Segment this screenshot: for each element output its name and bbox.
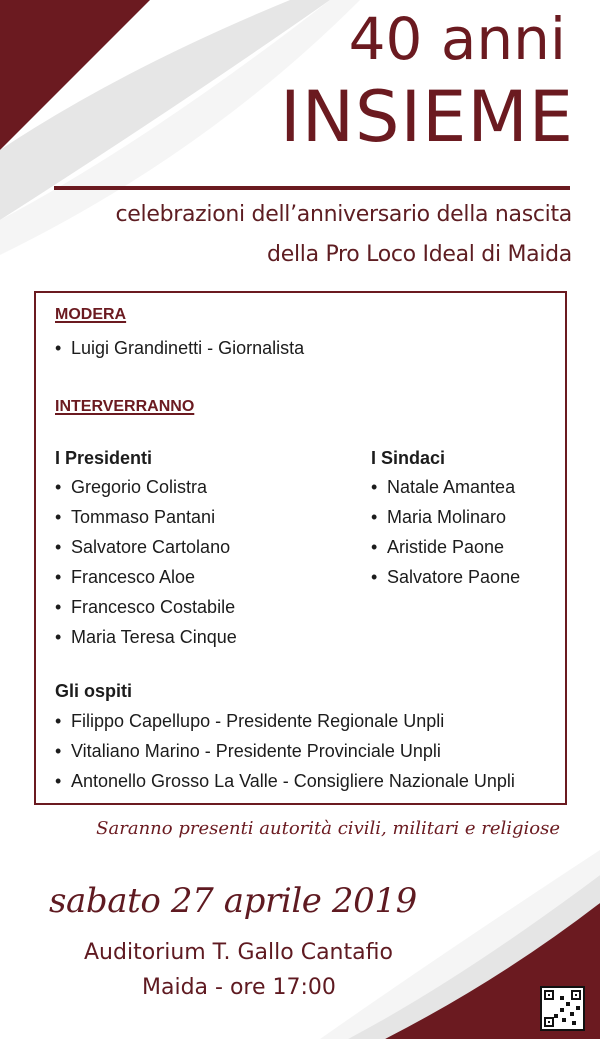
mayor-item [371, 562, 520, 592]
qr-code[interactable] [540, 986, 585, 1031]
event-date: sabato 27 aprile 2019 [49, 881, 417, 921]
bullet-icon: • [55, 627, 62, 647]
qr-finder-icon [544, 1017, 554, 1027]
subtitle-line-1: celebrazioni dell’anniversario della nascita [115, 202, 572, 227]
president-name: Gregorio Colistra [71, 477, 208, 497]
qr-dot-icon [562, 1018, 566, 1022]
qr-dot-icon [560, 996, 564, 1000]
president-name: Salvatore Cartolano [71, 537, 231, 557]
bullet-icon: • [55, 338, 62, 358]
speakers-label: INTERVERRANNO [55, 398, 195, 415]
qr-dot-icon [566, 1002, 570, 1006]
bullet-icon: • [371, 537, 378, 557]
mayors-heading: I Sindaci [371, 448, 446, 468]
qr-finder-icon [544, 990, 554, 1000]
bullet-icon: • [55, 597, 62, 617]
president-name: Francesco Aloe [71, 567, 196, 587]
president-name: Maria Teresa Cinque [71, 627, 237, 647]
guest-item [55, 736, 441, 766]
bullet-icon: • [55, 711, 62, 731]
qr-dot-icon [570, 1012, 574, 1016]
guest-name: Filippo Capellupo - Presidente Regionale Unpli [71, 711, 445, 731]
president-name: Tommaso Pantani [71, 507, 216, 527]
title-line-2: INSIEME [280, 76, 574, 158]
mayor-name: Natale Amantea [387, 477, 516, 497]
qr-dot-icon [576, 1006, 580, 1010]
title-divider [54, 186, 570, 190]
president-item [55, 532, 230, 562]
mayor-name: Aristide Paone [387, 537, 505, 557]
guest-name: Vitaliano Marino - Presidente Provinciale Unpli [71, 741, 441, 761]
guest-name: Antonello Grosso La Valle - Consigliere Nazionale Unpli [71, 771, 515, 791]
bullet-icon: • [55, 771, 62, 791]
bullet-icon: • [55, 507, 62, 527]
presidents-heading: I Presidenti [55, 448, 153, 468]
president-item [55, 592, 235, 622]
moderator-label: MODERA [55, 306, 127, 323]
bullet-icon: • [371, 567, 378, 587]
president-item [55, 472, 207, 502]
bullet-icon: • [55, 537, 62, 557]
bullet-icon: • [55, 477, 62, 497]
qr-dot-icon [560, 1008, 564, 1012]
guest-item [55, 766, 515, 796]
subtitle-line-2: della Pro Loco Ideal di Maida [267, 242, 572, 267]
moderator-name: Luigi Grandinetti - Giornalista [71, 338, 305, 358]
president-name: Francesco Costabile [71, 597, 236, 617]
mayor-item [371, 532, 504, 562]
bullet-icon: • [55, 567, 62, 587]
moderator-item [55, 333, 304, 363]
title-line-1: 40 anni [348, 5, 566, 73]
guest-item [55, 706, 444, 736]
bullet-icon: • [371, 477, 378, 497]
mayor-item [371, 472, 515, 502]
president-item [55, 622, 237, 652]
bullet-icon: • [55, 741, 62, 761]
authorities-note: Saranno presenti autorità civili, militari e religiose [96, 818, 560, 839]
guests-heading: Gli ospiti [55, 681, 133, 701]
mayor-item [371, 502, 506, 532]
president-item [55, 562, 195, 592]
qr-dot-icon [572, 1021, 576, 1025]
event-venue: Auditorium T. Gallo Cantafio [84, 940, 393, 965]
mayor-name: Maria Molinaro [387, 507, 507, 527]
qr-dot-icon [554, 1014, 558, 1018]
bullet-icon: • [371, 507, 378, 527]
event-time: Maida - ore 17:00 [142, 975, 336, 1000]
qr-finder-icon [571, 990, 581, 1000]
mayor-name: Salvatore Paone [387, 567, 521, 587]
president-item [55, 502, 215, 532]
